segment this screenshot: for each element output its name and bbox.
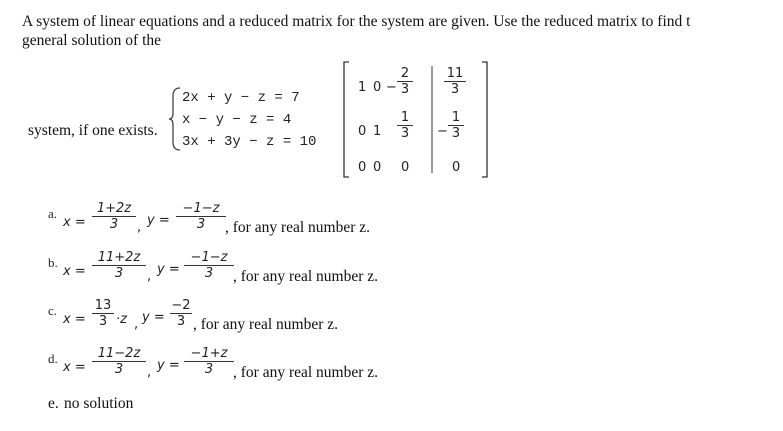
separator: , [134,317,139,332]
option-tail-text: , for any real number z. [225,219,371,236]
matrix-r1-c3 [397,66,413,97]
y-denominator: 3 [196,217,206,232]
option-letter: a. [48,206,58,221]
matrix-r2-c4-numerator: 1 [451,110,461,125]
left-brace-icon [168,86,182,152]
matrix-r3-c4: 0 [452,160,461,175]
question-line-2: general solution of the [22,32,162,49]
separator: , [147,269,152,284]
y-fraction [170,298,192,329]
matrix-r1-c3-sign: − [386,80,397,95]
y-numerator: −2 [171,298,191,313]
y-denominator: 3 [204,362,214,377]
x-label: x = [63,215,86,230]
option-c[interactable] [0,297,783,339]
y-label: y = [157,262,180,277]
x-numerator: 13 [94,298,112,313]
option-text: no solution [64,395,134,412]
x-denominator: 3 [114,266,124,281]
x-numerator: 1+2z [96,201,132,216]
matrix-r2-c3-denominator: 3 [400,126,410,141]
option-letter: b. [48,255,58,270]
x-fraction [92,346,146,377]
matrix-r2-c4 [448,110,464,141]
x-extra-term: ·z [116,312,127,327]
x-label: x = [63,264,86,279]
option-d[interactable] [0,345,783,387]
question-line-1: A system of linear equations and a reduced matrix for the system are given. Use the reduced matrix to find t [22,13,691,30]
matrix-r1-c4-denominator: 3 [450,82,460,97]
x-fraction [92,201,136,232]
x-numerator: 11+2z [97,250,141,265]
option-e[interactable] [0,395,783,417]
matrix-r2-c3 [397,110,413,141]
y-numerator: −1+z [190,346,228,361]
y-label: y = [142,310,165,325]
option-tail-text: , for any real number z. [233,364,379,381]
separator: , [137,220,142,235]
matrix-r1-c4-numerator: 11 [446,66,464,81]
x-fraction [92,250,146,281]
y-numerator: −1−z [182,201,220,216]
y-denominator: 3 [176,314,186,329]
matrix-r1-c2: 0 [373,80,382,95]
x-label: x = [63,312,86,327]
option-a[interactable] [0,200,783,242]
y-numerator: −1−z [190,250,228,265]
matrix-r2-c3-numerator: 1 [400,110,410,125]
y-denominator: 3 [204,266,214,281]
equation-3: 3x + 3y − z = 10 [182,134,317,150]
matrix-r2-c4-denominator: 3 [451,126,461,141]
x-fraction [92,298,114,329]
matrix-r3-c3: 0 [401,160,410,175]
separator: , [147,365,152,380]
matrix-r1-c3-denominator: 3 [400,82,410,97]
matrix-r2-c2: 1 [373,124,382,139]
x-denominator: 3 [114,362,124,377]
y-fraction [184,346,234,377]
matrix-r3-c2: 0 [373,160,382,175]
option-b[interactable] [0,249,783,291]
y-label: y = [157,358,180,373]
matrix-r2-c4-sign: − [437,124,448,139]
x-label: x = [63,360,86,375]
x-denominator: 3 [98,314,108,329]
equation-1: 2x + y − z = 7 [182,90,300,106]
x-denominator: 3 [109,217,119,232]
equation-2: x − y − z = 4 [182,112,292,128]
option-tail-text: , for any real number z. [233,268,379,285]
option-tail-text: , for any real number z. [193,316,339,333]
question-line-3: system, if one exists. [28,122,158,139]
option-letter: d. [48,351,58,366]
matrix-r1-c4 [444,66,466,97]
matrix-r2-c1: 0 [358,124,367,139]
option-letter: c. [48,303,58,318]
x-numerator: 11−2z [97,346,141,361]
y-fraction [176,201,226,232]
y-fraction [184,250,234,281]
option-letter: e. [48,395,59,412]
matrix-r1-c3-numerator: 2 [400,66,410,81]
matrix-r3-c1: 0 [358,160,367,175]
matrix-r1-c1: 1 [358,80,367,95]
y-label: y = [147,213,170,228]
